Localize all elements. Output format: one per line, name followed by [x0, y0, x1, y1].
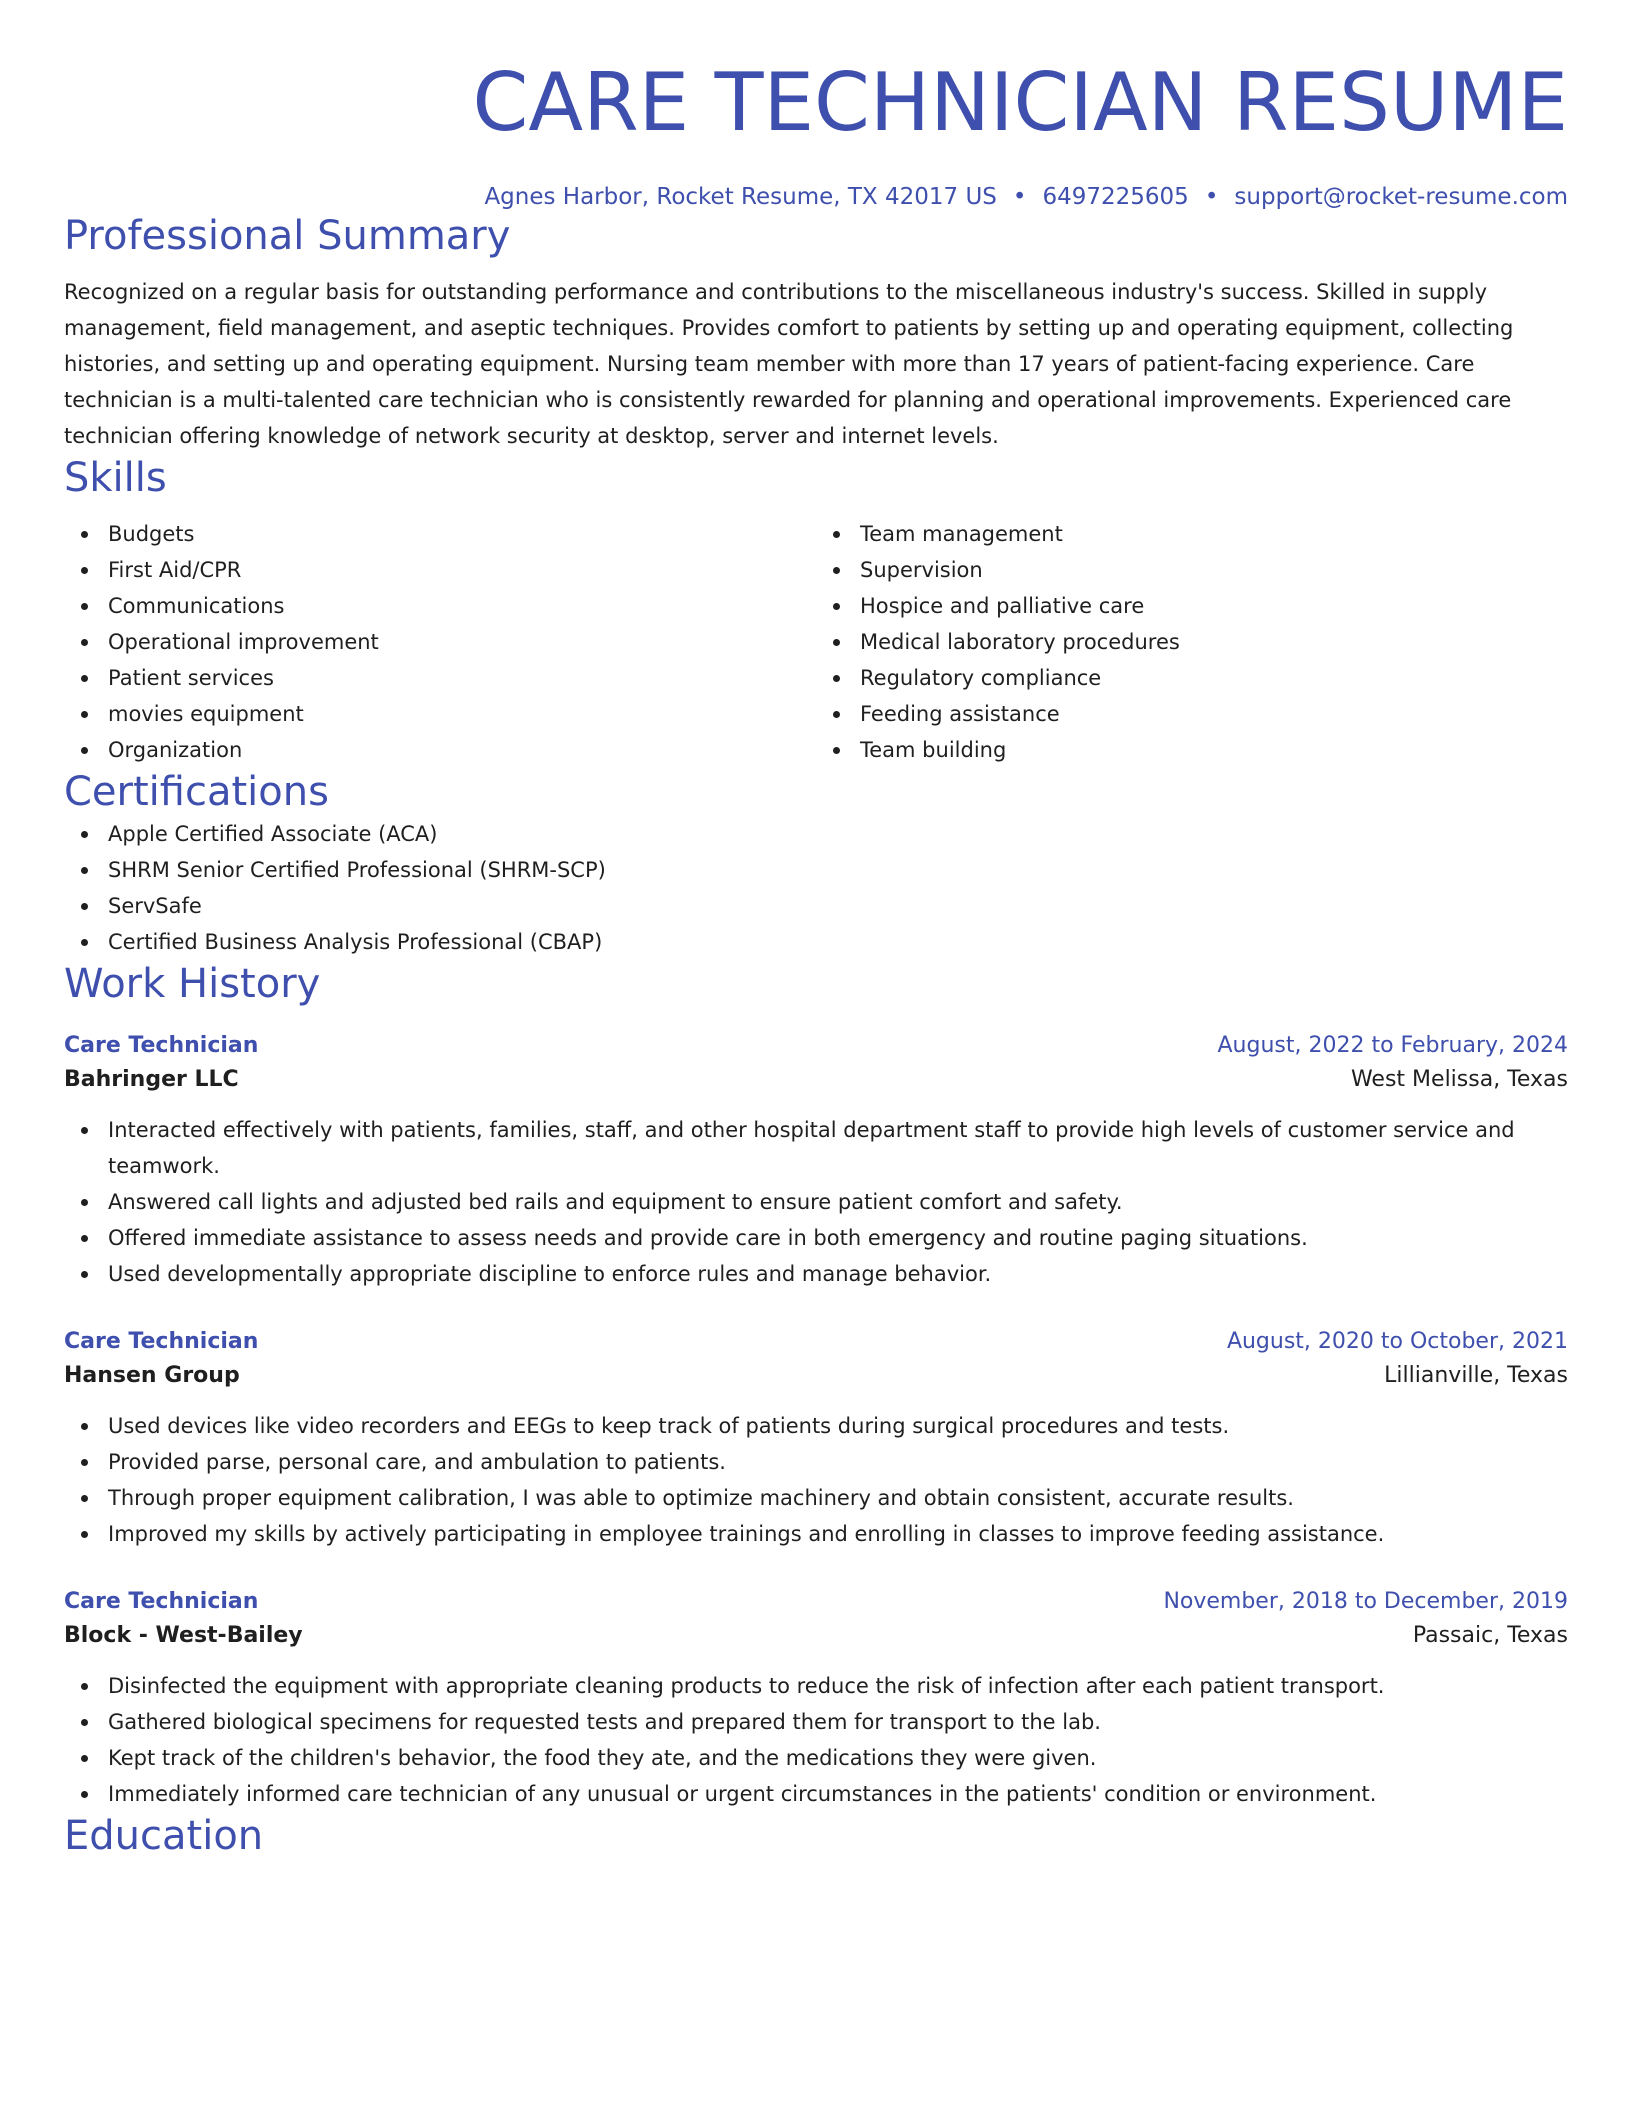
job-company: Hansen Group: [64, 1363, 240, 1388]
job-duties-list: [64, 1668, 1568, 1812]
skill-item: Regulatory compliance: [860, 660, 1568, 696]
skills-columns: [64, 516, 1568, 768]
job-header-row: [64, 1030, 1568, 1062]
skill-item: Team management: [860, 516, 1568, 552]
summary-text: Recognized on a regular basis for outstanding performance and contributions to the miscellaneous industry's success. Skilled in supply management, field management, and aseptic techniques. Provides comfort to patients by setting up and operating equipment, collecting histories, and setting up and operating equipment. Nursing team member with more than 17 years of patient-facing experience. Care technician is a multi-talented care technician who is consistently rewarded for planning and operational improvements. Experienced care technician offering knowledge of network security at desktop, server and internet levels.: [64, 280, 1514, 448]
resume-title: CARE TECHNICIAN RESUME: [472, 56, 1568, 149]
job-duty: Used devices like video recorders and EEGs to keep track of patients during surgical procedures and tests.: [108, 1408, 1568, 1444]
job-entry: [64, 1030, 1568, 1292]
job-duty: Immediately informed care technician of any unusual or urgent circumstances in the patients' condition or environment.: [108, 1776, 1568, 1812]
section-title-skills: Skills: [64, 455, 167, 501]
contact-separator: •: [1204, 184, 1219, 210]
job-duty: Provided parse, personal care, and ambulation to patients.: [108, 1444, 1568, 1480]
section-title-summary: Professional Summary: [64, 213, 511, 259]
skill-item: Patient services: [108, 660, 816, 696]
skill-item: First Aid/CPR: [108, 552, 816, 588]
resume-header: [64, 56, 1568, 212]
section-title-education: Education: [64, 1813, 264, 1859]
job-dates: November, 2018 to December, 2019: [1163, 1589, 1568, 1614]
contact-email: support@rocket-resume.com: [1234, 184, 1568, 210]
section-title-certifications: Certifications: [64, 769, 329, 815]
job-header-row: [64, 1326, 1568, 1358]
job-dates: August, 2020 to October, 2021: [1226, 1329, 1568, 1354]
skill-item: Operational improvement: [108, 624, 816, 660]
certification-item: Apple Certified Associate (ACA): [108, 816, 1568, 852]
skills-list-left: [64, 516, 816, 768]
skill-item: movies equipment: [108, 696, 816, 732]
job-header-row: [64, 1586, 1568, 1618]
certification-item: SHRM Senior Certified Professional (SHRM-SCP): [108, 852, 1568, 888]
job-dates: August, 2022 to February, 2024: [1217, 1033, 1568, 1058]
job-duty: Through proper equipment calibration, I was able to optimize machinery and obtain consistent, accurate results.: [108, 1480, 1568, 1516]
job-employer-row: [64, 1062, 1568, 1098]
job-title: Care Technician: [64, 1033, 259, 1058]
contact-line: [64, 182, 1568, 212]
job-title: Care Technician: [64, 1589, 259, 1614]
job-duty: Gathered biological specimens for requested tests and prepared them for transport to the lab.: [108, 1704, 1568, 1740]
job-entry: [64, 1326, 1568, 1552]
contact-address: Agnes Harbor, Rocket Resume, TX 42017 US: [484, 184, 997, 210]
contact-phone: 6497225605: [1042, 184, 1189, 210]
job-employer-row: [64, 1358, 1568, 1394]
job-employer-row: [64, 1618, 1568, 1654]
job-duty: Used developmentally appropriate discipline to enforce rules and manage behavior.: [108, 1256, 1568, 1292]
resume-page: [64, 0, 1568, 1860]
job-location: Lillianville, Texas: [1384, 1363, 1568, 1388]
skill-item: Feeding assistance: [860, 696, 1568, 732]
certification-item: Certified Business Analysis Professional (CBAP): [108, 924, 1568, 960]
skill-item: Medical laboratory procedures: [860, 624, 1568, 660]
job-duties-list: [64, 1112, 1568, 1292]
job-company: Block - West-Bailey: [64, 1623, 303, 1648]
skill-item: Hospice and palliative care: [860, 588, 1568, 624]
job-company: Bahringer LLC: [64, 1067, 239, 1092]
skills-list-right: [816, 516, 1568, 768]
job-duty: Offered immediate assistance to assess needs and provide care in both emergency and routine paging situations.: [108, 1220, 1568, 1256]
job-title: Care Technician: [64, 1329, 259, 1354]
job-duty: Disinfected the equipment with appropriate cleaning products to reduce the risk of infection after each patient transport.: [108, 1668, 1568, 1704]
job-duties-list: [64, 1408, 1568, 1552]
job-duty: Interacted effectively with patients, families, staff, and other hospital department staff to provide high levels of customer service and teamwork.: [108, 1112, 1568, 1184]
job-duty: Answered call lights and adjusted bed rails and equipment to ensure patient comfort and safety.: [108, 1184, 1568, 1220]
section-title-work-history: Work History: [64, 961, 321, 1007]
certifications-list: [64, 816, 1568, 960]
job-duty: Improved my skills by actively participating in employee trainings and enrolling in classes to improve feeding assistance.: [108, 1516, 1568, 1552]
skill-item: Communications: [108, 588, 816, 624]
skill-item: Team building: [860, 732, 1568, 768]
job-location: Passaic, Texas: [1412, 1623, 1568, 1648]
contact-separator: •: [1012, 184, 1027, 210]
skill-item: Organization: [108, 732, 816, 768]
job-duty: Kept track of the children's behavior, the food they ate, and the medications they were given.: [108, 1740, 1568, 1776]
job-location: West Melissa, Texas: [1350, 1067, 1568, 1092]
job-entry: [64, 1586, 1568, 1812]
certification-item: ServSafe: [108, 888, 1568, 924]
skill-item: Budgets: [108, 516, 816, 552]
skill-item: Supervision: [860, 552, 1568, 588]
